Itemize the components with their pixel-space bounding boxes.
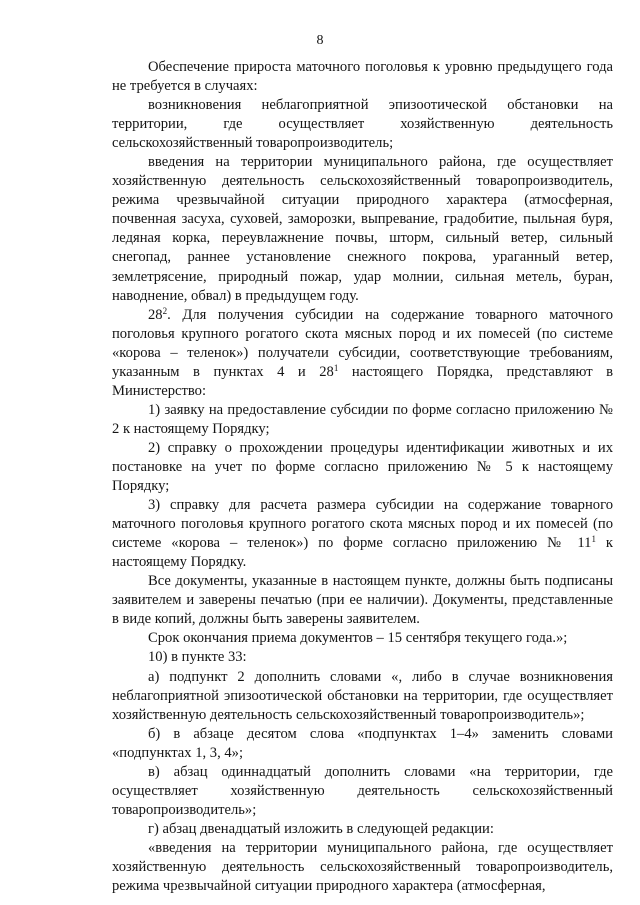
clause-number: 28: [148, 306, 163, 323]
page-number: 8: [316, 33, 324, 48]
paragraph-point-33: 10) в пункте 33:: [148, 649, 247, 666]
reference-superscript: 1: [333, 362, 339, 373]
list-item-calculation: [112, 496, 613, 572]
paragraph-documents-signed: Все документы, указанные в настоящем пункте, должны быть подписаны заявителем и заверены печатью (при ее наличии). Документы, представленные в виде копий, должны быть заверены заявителем.: [112, 573, 613, 628]
paragraph-subitem-a: а) подпункт 2 дополнить словами «, либо в случае возникновения неблагоприятной эпизоотической обстановки на территории, где осуществляет хозяйственную деятельность сельскохозяйственный товаропроизводитель»;: [112, 668, 613, 723]
paragraph-emergency: введения на территории муниципального района, где осуществляет хозяйственную деятельность сельскохозяйственный товаропроизводитель, режима чрезвычайной ситуации природного характера (атмосферная, почвенная засуха, суховей, заморозки, выпревание, градобитие, пыльная буря, ледяная корка, переувлажнение почвы, шторм, сильный ветер, сильный снегопад, раннее установление снежного покрова, ураганный ветер, землетрясение, природный пожар, удар молнии, сильная метель, буран, наводнение, обвал) в предыдущем году.: [112, 154, 613, 304]
item-text-start: 3) справку для расчета размера субсидии на содержание товарного маточного поголовья крупного рогатого скота мясных пород и их помесей (по системе «корова – теленок») по форме согласно приложению № 11: [112, 497, 613, 552]
paragraph-subitem-b: б) в абзаце десятом слова «подпунктах 1–4» заменить словами «подпунктах 1, 3, 4»;: [112, 725, 613, 761]
paragraph-herd-growth: Обеспечение прироста маточного поголовья к уровню предыдущего года не требуется в случаях:: [112, 59, 613, 95]
list-item-application: 1) заявку на предоставление субсидии по форме согласно приложению № 2 к настоящему Порядку;: [112, 401, 613, 437]
paragraph-new-wording: «введения на территории муниципального района, где осуществляет хозяйственную деятельность сельскохозяйственный товаропроизводитель, режима чрезвычайной ситуации природного характера (атмосферная,: [112, 839, 613, 895]
paragraph-epizootic: возникновения неблагоприятной эпизоотической обстановки на территории, где осуществляет хозяйственную деятельность сельскохозяйственный товаропроизводитель;: [112, 97, 613, 152]
clause-superscript: 2: [162, 305, 168, 316]
item-text-end: к настоящему Порядку.: [112, 535, 614, 571]
paragraph-28-2: [112, 306, 613, 401]
clause-text-end: настоящего Порядка, представляют в Министерство:: [112, 363, 613, 399]
clause-text-start: . Для получения субсидии на содержание товарного маточного поголовья крупного рогатого скота мясных пород и их помесей (по системе «корова – теленок») получатели субсидии, соответствующие требованиям, указанным в пунктах 4 и 28: [112, 306, 613, 380]
list-item-identification: 2) справку о прохождении процедуры идентификации животных и их постановке на учет по форме согласно приложению № 5 к настоящему Порядку;: [112, 439, 613, 495]
paragraph-deadline: Срок окончания приема документов – 15 сентября текущего года.»;: [148, 630, 568, 647]
paragraph-subitem-v: в) абзац одиннадцатый дополнить словами «на территории, где осуществляет хозяйственную деятельность сельскохозяйственный товаропроизводитель»;: [112, 763, 613, 818]
appendix-superscript: 1: [591, 534, 596, 545]
paragraph-subitem-g: г) абзац двенадцатый изложить в следующей редакции:: [148, 820, 494, 837]
document-body: [112, 58, 613, 896]
